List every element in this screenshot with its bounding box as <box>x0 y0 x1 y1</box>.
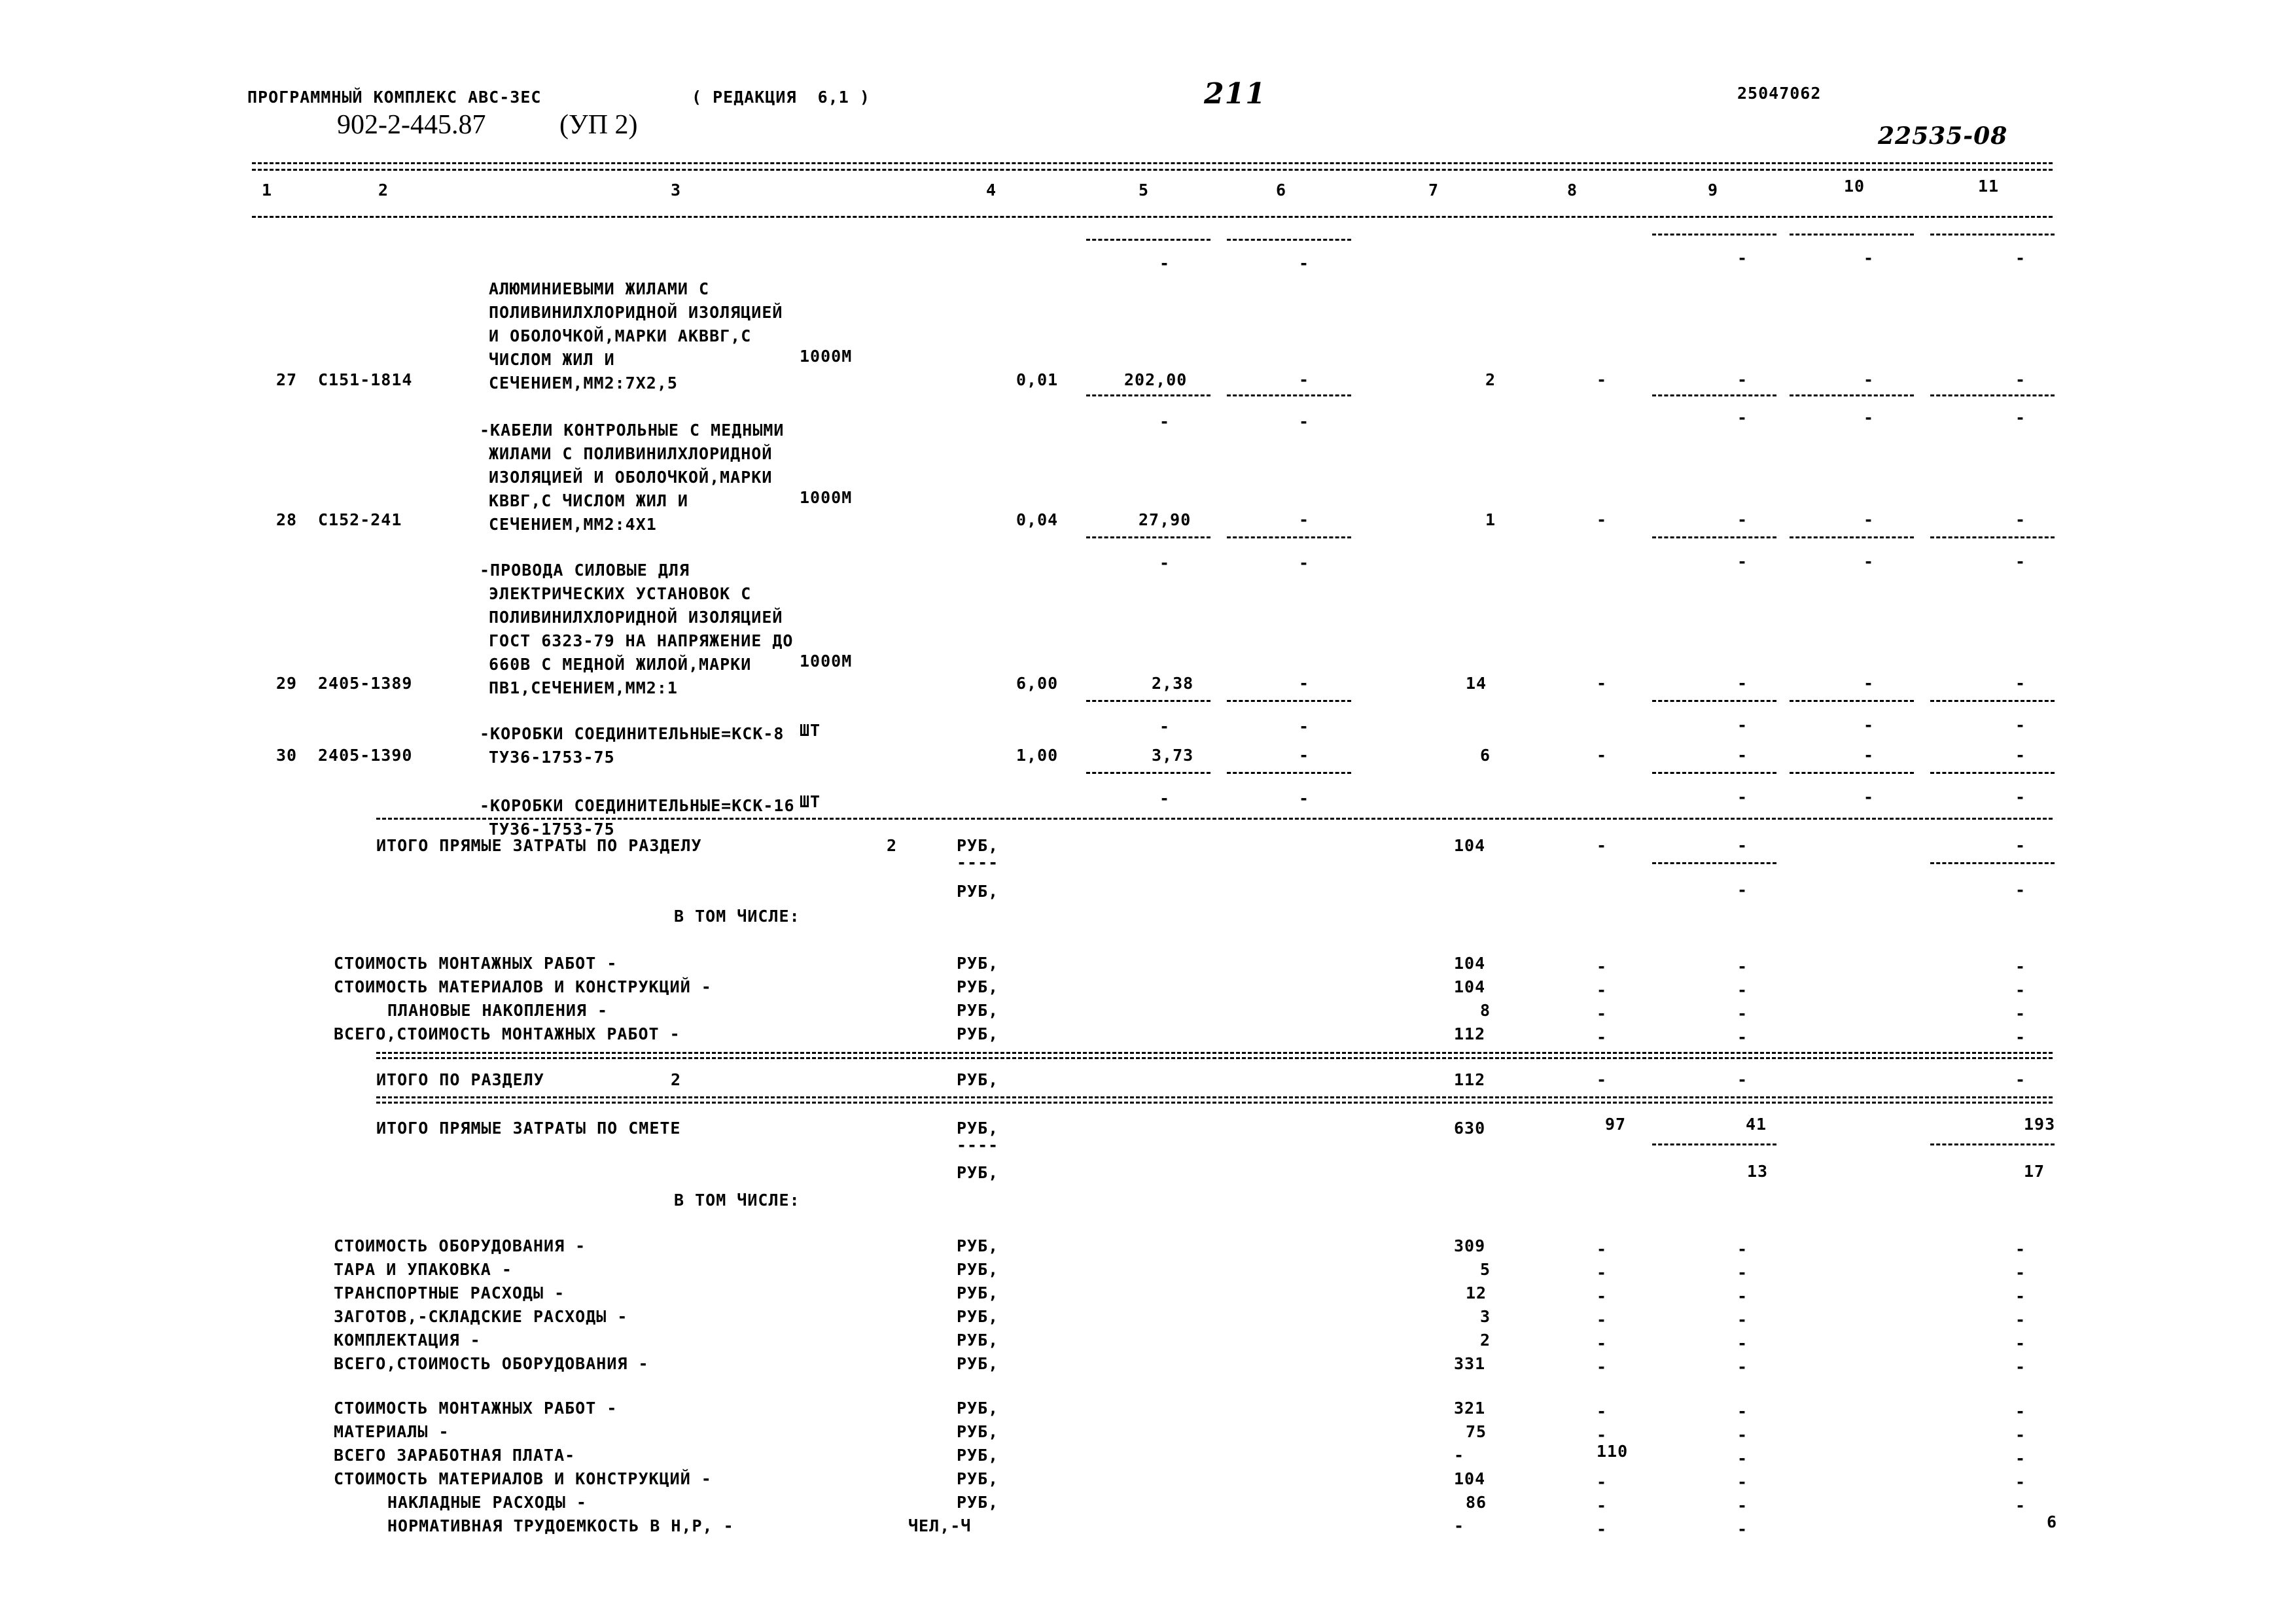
sub-rule <box>1790 234 1914 236</box>
sub-rule <box>1790 536 1914 538</box>
column-header: 4 <box>986 181 997 200</box>
dash-column: - - <box>1597 1402 1608 1444</box>
column-header: 8 <box>1567 181 1578 200</box>
summary-col7: 104 <box>1454 977 1486 996</box>
row-price: 27,90 <box>1139 510 1192 529</box>
estimate-total-col9b: 13 <box>1747 1162 1769 1181</box>
sub-rule <box>1652 234 1776 236</box>
row-qty: 0,01 <box>1016 370 1059 389</box>
dash-mark: - <box>1737 674 1748 693</box>
section-rule <box>376 1052 2053 1054</box>
row-col7: 1 <box>1485 510 1496 529</box>
dash-mark: - <box>1863 408 1875 427</box>
summary-col7: 104 <box>1454 1469 1486 1488</box>
summary-label: ВСЕГО,СТОИМОСТЬ МОНТАЖНЫХ РАБОТ - <box>334 1024 680 1043</box>
header-bottom-rule <box>252 216 2053 218</box>
dash-mark: - <box>2015 746 2026 765</box>
dash-mark: - <box>1299 789 1310 808</box>
section-grand-col7: 112 <box>1454 1070 1486 1089</box>
dash-mark: - <box>1159 412 1171 431</box>
summary-label: КОМПЛЕКТАЦИЯ - <box>334 1331 481 1350</box>
summary-unit: РУБ, <box>957 1331 999 1350</box>
summary-col7: 75 <box>1466 1422 1487 1441</box>
dash-mark: - <box>2015 1070 2026 1089</box>
summary-col7: - <box>1454 1446 1465 1465</box>
sub-rule <box>1790 394 1914 396</box>
section-total-number: 2 <box>887 836 898 855</box>
section-rule <box>376 1096 2053 1098</box>
summary-label: НОРМАТИВНАЯ ТРУДОЕМКОСТЬ В Н,Р, - <box>387 1516 734 1535</box>
summary-label: СТОИМОСТЬ МОНТАЖНЫХ РАБОТ - <box>334 1399 618 1418</box>
dash-mark: - <box>2015 716 2026 735</box>
summary-col7: - <box>1454 1516 1465 1535</box>
dash-mark: - <box>1737 746 1748 765</box>
summary-unit: РУБ, <box>957 1469 999 1488</box>
row-col7: 14 <box>1466 674 1487 693</box>
dash-mark: - <box>1863 370 1875 389</box>
row-qty: 1,00 <box>1016 746 1059 765</box>
sub-rule <box>1652 772 1776 774</box>
row-desc: -КОРОБКИ СОЕДИНИТЕЛЬНЫЕ=КСК-16 ТУ36-1753-75 <box>480 796 795 839</box>
dash-column: - - - - <box>1597 957 1608 1047</box>
row-qty: 6,00 <box>1016 674 1059 693</box>
sub-rule <box>1086 700 1210 702</box>
dash-mark: - <box>1597 510 1608 529</box>
section-grand-number: 2 <box>671 1070 682 1089</box>
dash-mark: - <box>1299 674 1310 693</box>
section-rule-2 <box>376 1057 2053 1059</box>
dash-mark: - <box>1737 1070 1748 1089</box>
summary-label: МАТЕРИАЛЫ - <box>334 1422 450 1441</box>
sub-rule <box>1086 239 1210 241</box>
row-unit: 1000М <box>800 652 853 671</box>
dash-mark: - <box>2015 510 2026 529</box>
sub-rule <box>1086 394 1210 396</box>
edition: ( РЕДАКЦИЯ 6,1 ) <box>692 88 870 107</box>
row-number: 27 <box>276 370 298 389</box>
in-total-heading: В ТОМ ЧИСЛЕ: <box>674 1191 800 1210</box>
column-header: 7 <box>1428 181 1439 200</box>
summary-col7: 3 <box>1480 1307 1491 1326</box>
unit-label: РУБ, <box>957 1119 999 1138</box>
sub-rule <box>1930 394 2055 396</box>
summary-col7: 104 <box>1454 954 1486 973</box>
section-rule <box>376 818 2053 820</box>
dash-mark: - <box>1159 717 1171 736</box>
in-total-heading: В ТОМ ЧИСЛЕ: <box>674 907 800 926</box>
summary-unit: РУБ, <box>957 977 999 996</box>
summary-col7: 8 <box>1480 1001 1491 1020</box>
dash-mark: - <box>1159 254 1171 273</box>
dash-mark: - <box>1737 552 1748 571</box>
archive-stamp: 22535-08 <box>1878 122 2008 150</box>
summary-col7: 309 <box>1454 1236 1486 1255</box>
sub-rule <box>1930 536 2055 538</box>
row-unit: 1000М <box>800 488 853 507</box>
summary-unit: РУБ, <box>957 1024 999 1043</box>
column-header: 11 <box>1978 177 2000 196</box>
sub-rule <box>1227 700 1351 702</box>
summary-unit: РУБ, <box>957 1446 999 1465</box>
summary-label: ВСЕГО,СТОИМОСТЬ ОБОРУДОВАНИЯ - <box>334 1354 649 1373</box>
summary-label: ПЛАНОВЫЕ НАКОПЛЕНИЯ - <box>387 1001 609 1020</box>
summary-col7: 112 <box>1454 1024 1486 1043</box>
dash-column: - - - - - - <box>1597 1240 1608 1376</box>
row-qty: 0,04 <box>1016 510 1059 529</box>
row-desc: -КАБЕЛИ КОНТРОЛЬНЫЕ С МЕДНЫМИ ЖИЛАМИ С ПОЛИВИНИЛХЛОРИДНОЙ ИЗОЛЯЦИЕЙ И ОБОЛОЧКОЙ,МАРКИ КВВГ,С ЧИСЛОМ ЖИЛ И СЕЧЕНИЕМ,ММ2:4Х1 <box>480 421 785 534</box>
row-desc: -КОРОБКИ СОЕДИНИТЕЛЬНЫЕ=КСК-8 ТУ36-1753-75 <box>480 724 785 767</box>
row-number: 29 <box>276 674 298 693</box>
summary-label: СТОИМОСТЬ МАТЕРИАЛОВ И КОНСТРУКЦИЙ - <box>334 1469 712 1488</box>
row-price: 3,73 <box>1152 746 1194 765</box>
summary-unit: ЧЕЛ,-Ч <box>908 1516 972 1535</box>
row-col7: 2 <box>1485 370 1496 389</box>
unit-dash: ---- <box>957 853 999 872</box>
sub-rule <box>1227 772 1351 774</box>
summary-col7: 5 <box>1480 1260 1491 1279</box>
summary-label: НАКЛАДНЫЕ РАСХОДЫ - <box>387 1493 587 1512</box>
table-top-rule-2 <box>252 169 2053 171</box>
dash-mark: - <box>1299 412 1310 431</box>
dash-mark: - <box>1863 746 1875 765</box>
dash-mark: - <box>1863 552 1875 571</box>
dash-mark: - <box>1737 716 1748 735</box>
sub-rule <box>1652 862 1776 864</box>
dash-column: - - - - - <box>2015 1402 2026 1515</box>
row-code: 2405-1390 <box>318 746 413 765</box>
column-header: 1 <box>262 181 273 200</box>
dash-mark: - <box>1299 254 1310 273</box>
sub-rule <box>1227 394 1351 396</box>
sub-rule <box>1930 700 2055 702</box>
unit-dash: ---- <box>957 1136 999 1155</box>
dash-mark: - <box>1863 674 1875 693</box>
dash-mark: - <box>1597 836 1608 855</box>
table-top-rule <box>252 162 2053 164</box>
sub-rule <box>1086 772 1210 774</box>
sub-rule <box>1930 862 2055 864</box>
dash-mark: - <box>1159 553 1171 572</box>
estimate-total-col8: 97 <box>1605 1115 1627 1134</box>
summary-label: ТРАНСПОРТНЫЕ РАСХОДЫ - <box>334 1283 565 1302</box>
dash-mark: - <box>1597 746 1608 765</box>
dash-mark: - <box>1737 836 1748 855</box>
sub-rule <box>1790 700 1914 702</box>
summary-col7: 86 <box>1466 1493 1487 1512</box>
row-col7: 6 <box>1480 746 1491 765</box>
sub-rule <box>1930 234 2055 236</box>
summary-unit: РУБ, <box>957 1260 999 1279</box>
section-total-label: ИТОГО ПРЯМЫЕ ЗАТРАТЫ ПО РАЗДЕЛУ <box>376 836 702 855</box>
dash-column: - - - - <box>1737 957 1748 1047</box>
summary-label: СТОИМОСТЬ ОБОРУДОВАНИЯ - <box>334 1236 586 1255</box>
dash-mark: - <box>1299 553 1310 572</box>
dash-mark: - <box>2015 552 2026 571</box>
summary-unit: РУБ, <box>957 1307 999 1326</box>
dash-mark: - <box>1299 746 1310 765</box>
summary-unit: РУБ, <box>957 1354 999 1373</box>
sub-rule <box>1652 536 1776 538</box>
dash-mark: - <box>1863 249 1875 268</box>
dash-mark: - <box>1737 370 1748 389</box>
row-code: С152-241 <box>318 510 402 529</box>
summary-unit: РУБ, <box>957 1283 999 1302</box>
column-header: 2 <box>378 181 389 200</box>
dash-mark: - <box>2015 674 2026 693</box>
column-header: 6 <box>1276 181 1287 200</box>
sub-rule <box>1930 772 2055 774</box>
dash-mark: - <box>1737 510 1748 529</box>
dash-mark: - <box>2015 249 2026 268</box>
summary-col11: 6 <box>2047 1512 2058 1531</box>
dash-column: - - - - - - <box>1737 1240 1748 1376</box>
dash-mark: - <box>2015 408 2026 427</box>
dash-mark: - <box>1159 789 1171 808</box>
program-name: ПРОГРАММНЫЙ КОМПЛЕКС АВС-3ЕС <box>247 88 542 107</box>
dash-mark: - <box>1863 788 1875 807</box>
column-header: 3 <box>671 181 682 200</box>
sub-rule <box>1652 1143 1776 1145</box>
summary-col7: 2 <box>1480 1331 1491 1350</box>
row-number: 30 <box>276 746 298 765</box>
dash-mark: - <box>1737 408 1748 427</box>
column-header: 10 <box>1844 177 1865 196</box>
row-price: 202,00 <box>1124 370 1188 389</box>
dash-mark: - <box>1299 510 1310 529</box>
column-header: 5 <box>1139 181 1150 200</box>
section-rule-2 <box>376 1102 2053 1104</box>
summary-unit: РУБ, <box>957 1070 999 1089</box>
album-number: (УП 2) <box>559 110 638 140</box>
summary-col7: 12 <box>1466 1283 1487 1302</box>
summary-label: ТАРА И УПАКОВКА - <box>334 1260 512 1279</box>
estimate-total-col7: 630 <box>1454 1119 1486 1138</box>
row0-unit: 1000М <box>800 347 853 366</box>
estimate-total-col11b: 17 <box>2024 1162 2045 1181</box>
dash-mark: - <box>1597 674 1608 693</box>
summary-unit: РУБ, <box>957 1399 999 1418</box>
summary-unit: РУБ, <box>957 1236 999 1255</box>
summary-col7: 331 <box>1454 1354 1486 1373</box>
row-unit: ШТ <box>800 721 821 740</box>
dash-mark: - <box>1863 716 1875 735</box>
summary-label: СТОИМОСТЬ МАТЕРИАЛОВ И КОНСТРУКЦИЙ - <box>334 977 712 996</box>
section-total-col7: 104 <box>1454 836 1486 855</box>
dash-mark: - <box>1737 249 1748 268</box>
summary-col7: 321 <box>1454 1399 1486 1418</box>
dash-mark: - <box>1597 1070 1608 1089</box>
summary-col8: 110 <box>1597 1442 1629 1461</box>
project-number: 902-2-445.87 <box>337 110 486 140</box>
doc-code: 25047062 <box>1737 84 1822 103</box>
row-number: 28 <box>276 510 298 529</box>
summary-unit: РУБ, <box>957 1001 999 1020</box>
dash-mark: - <box>2015 370 2026 389</box>
row-code: 2405-1389 <box>318 674 413 693</box>
dash-mark: - <box>1299 370 1310 389</box>
row-price: 2,38 <box>1152 674 1194 693</box>
dash-column: - - - - <box>2015 957 2026 1047</box>
estimate-total-label: ИТОГО ПРЯМЫЕ ЗАТРАТЫ ПО СМЕТЕ <box>376 1119 681 1138</box>
sub-rule <box>1652 700 1776 702</box>
dash-mark: - <box>1597 370 1608 389</box>
dash-mark: - <box>1737 788 1748 807</box>
summary-unit: РУБ, <box>957 954 999 973</box>
summary-unit: РУБ, <box>957 1493 999 1512</box>
section-grand-label: ИТОГО ПО РАЗДЕЛУ <box>376 1070 544 1089</box>
dash-mark: - <box>1863 510 1875 529</box>
sub-rule <box>1086 536 1210 538</box>
unit-label: РУБ, <box>957 882 999 901</box>
dash-mark: - <box>2015 881 2026 899</box>
summary-label: ЗАГОТОВ,-СКЛАДСКИЕ РАСХОДЫ - <box>334 1307 628 1326</box>
summary-label: СТОИМОСТЬ МОНТАЖНЫХ РАБОТ - <box>334 954 618 973</box>
dash-mark: - <box>2015 836 2026 855</box>
page-number: 211 <box>1204 77 1266 111</box>
row-unit: ШТ <box>800 792 821 811</box>
dash-mark: - <box>1299 717 1310 736</box>
dash-column: - - - <box>1597 1473 1608 1539</box>
sub-rule <box>1930 1143 2055 1145</box>
column-header: 9 <box>1708 181 1719 200</box>
row-code: С151-1814 <box>318 370 413 389</box>
summary-label: ВСЕГО ЗАРАБОТНАЯ ПЛАТА- <box>334 1446 576 1465</box>
sub-rule <box>1227 239 1351 241</box>
row-desc: -ПРОВОДА СИЛОВЫЕ ДЛЯ ЭЛЕКТРИЧЕСКИХ УСТАНОВОК С ПОЛИВИНИЛХЛОРИДНОЙ ИЗОЛЯЦИЕЙ ГОСТ 6323-79 НА НАПРЯЖЕНИЕ ДО 660В С МЕДНОЙ ЖИЛОЙ,МАРКИ ПВ1,СЕЧЕНИЕМ,ММ2:1 <box>480 561 794 697</box>
dash-column: - - - - - - <box>2015 1240 2026 1376</box>
unit-label: РУБ, <box>957 1163 999 1182</box>
estimate-total-col11: 193 <box>2024 1115 2056 1134</box>
row0-desc: АЛЮМИНИЕВЫМИ ЖИЛАМИ С ПОЛИВИНИЛХЛОРИДНОЙ ИЗОЛЯЦИЕЙ И ОБОЛОЧКОЙ,МАРКИ АКВВГ,С ЧИСЛОМ ЖИЛ И СЕЧЕНИЕМ,ММ2:7Х2,5 <box>489 279 783 393</box>
sub-rule <box>1652 394 1776 396</box>
sub-rule <box>1790 772 1914 774</box>
sub-rule <box>1227 536 1351 538</box>
dash-mark: - <box>2015 788 2026 807</box>
unit-label: РУБ, <box>957 836 999 855</box>
estimate-total-col9: 41 <box>1746 1115 1767 1134</box>
dash-mark: - <box>1737 881 1748 899</box>
summary-unit: РУБ, <box>957 1422 999 1441</box>
dash-column: - - - - - - <box>1737 1402 1748 1539</box>
